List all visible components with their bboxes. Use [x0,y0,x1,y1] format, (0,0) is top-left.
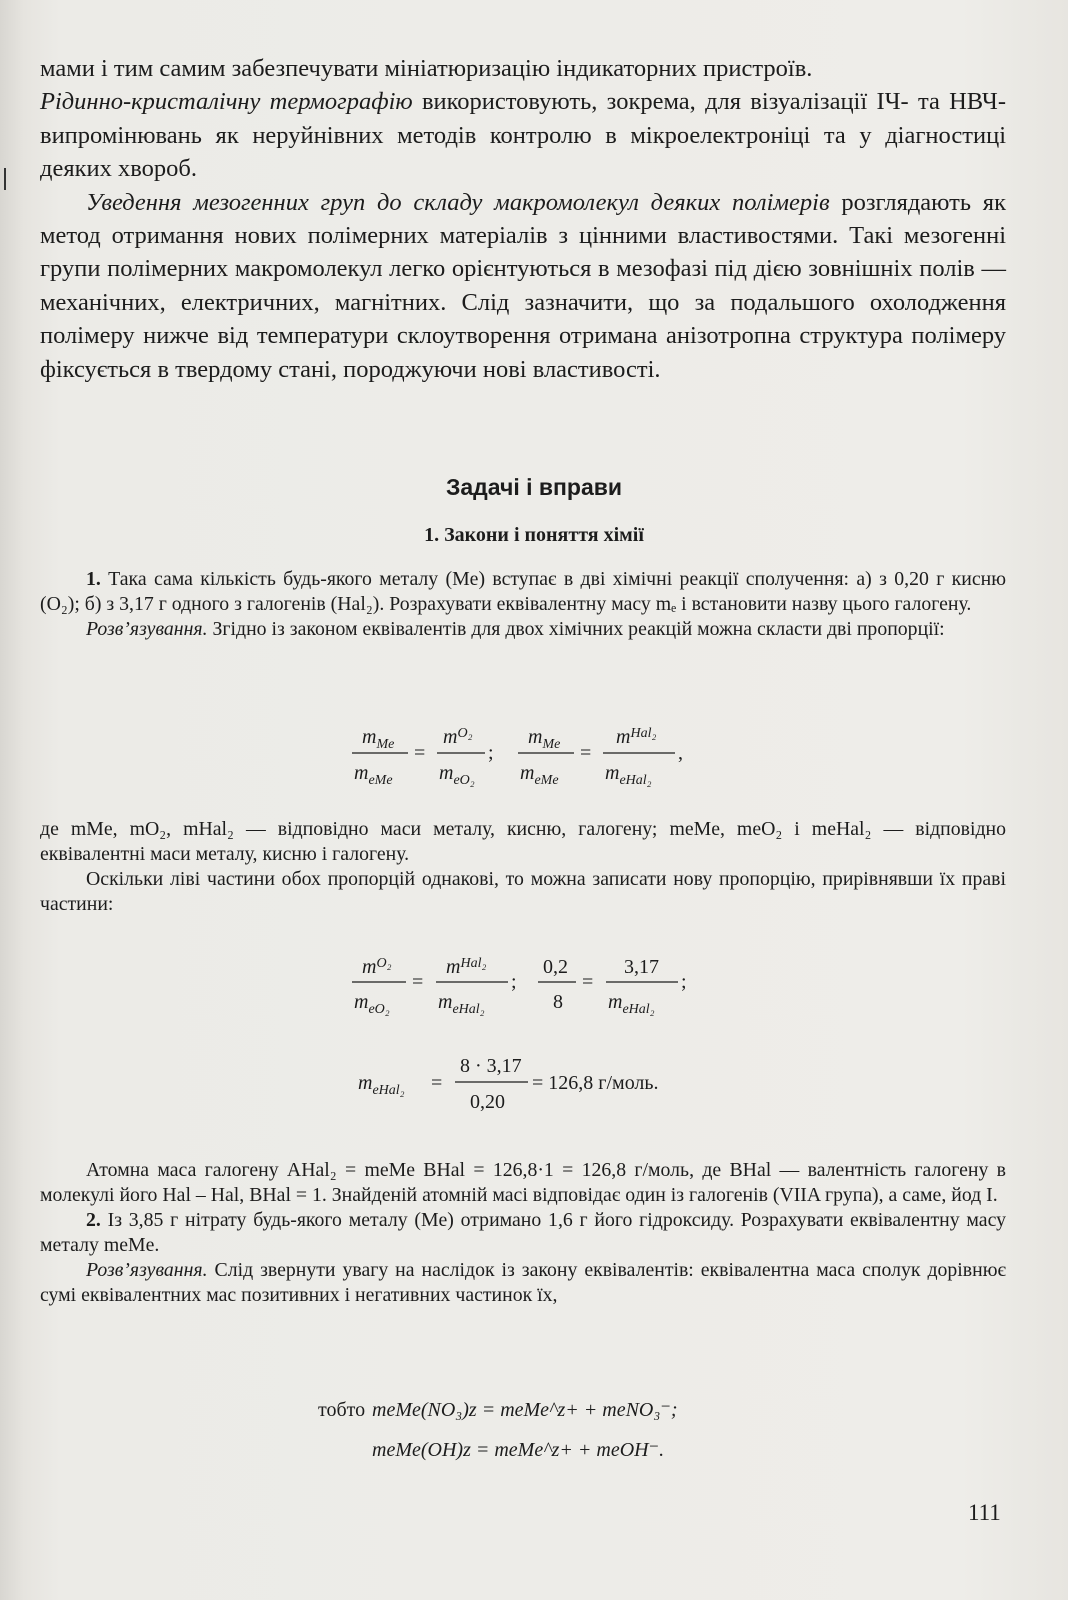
paragraph-line: мами і тим самим забезпечувати мініатюризацію індикаторних пристроїв. [40,55,813,82]
paragraph-body: використовують, зокрема, для візуалізації ІЧ- та НВЧ-випромінювань як неруйнівних методів контролю в мікроелектроніці та у діагностиці деяких хвороб. [40,88,1006,183]
paragraph-body: розглядають як метод отримання нових полімерних матеріалів з цінними властивостями. Такі мезогенні групи полімерних макромолекул легко орієнтуються в мезофазі під дією зовнішніх полів — механічних, електричних, магнітних. Слід зазначити, що за подальшого охолодження полімеру нижче від температури склоутворення отримана анізотропна структура полімеру фіксується в твердому стані, породжуючи нові властивості. [40,188,1006,383]
subsection-title: 1. Закони і поняття хімії [424,524,644,546]
svg-text:=: = [412,971,424,993]
formula-equivalents [0,1392,1068,1492]
italic-term: Уведення мезогенних груп до складу макромолекул деяких полімерів [86,188,830,216]
fraction-2 [437,726,485,788]
svg-text:mO₂: $m^{O_2}$ [443,726,473,748]
problem-text: Із 3,85 г нітрату будь-якого металу (Me) отримано 1,6 г його гідроксиду. Розрахувати еквівалентну масу металу meMe. [40,1209,1006,1256]
svg-text:;: ; [488,742,494,764]
svg-text:,: , [678,742,683,764]
svg-text:=: = [582,971,594,993]
solution-label: Розв’язування. [86,618,208,640]
svg-text:0,2: 0,2 [543,956,568,978]
svg-text:mHal₂: $m^{Hal_2}$ [616,726,657,748]
svg-text:meMe(OH)z = meMe^z+ + meOH⁻.: meMe(OH)z = meMe^z+ + meOH⁻. [372,1439,665,1461]
svg-text:meHal₂: $m_{eHal_2}$ [605,762,652,788]
fraction-4 [603,726,675,788]
explanation-1: де mMe, mO₂, mHal₂ — відповідно маси металу, кисню, галогену; meMe, meO₂ і meHal₂ — відповідно еквівалентні маси металу, кисню і галогену. [40,818,1006,865]
svg-text:;: ; [681,971,687,993]
svg-text:=: = [414,742,426,764]
solution-text: Слід звернути увагу на наслідок із закону еквівалентів: еквівалентна маса сполук дорівнює сумі еквівалентних мас позитивних і негативних частинок їх, [40,1259,1006,1306]
problem-2-statement [40,1208,1006,1258]
svg-text:meO₂: $m_{eO_2}$ [439,762,475,788]
svg-text:meHal₂: $m_{eHal_2}$ [608,991,655,1017]
explanation-3: Атомна маса галогену AHal₂ = meMe BHal = 126,8·1 = 126,8 г/моль, де BHal — валентність галогену в молекулі його Hal – Hal, BHal = 1. Знайденій атомній масі відповідає один із галогенів (VIIA група), а саме, йод I. [40,1159,1006,1206]
svg-text:meMe: $m_{eMe}$ [520,762,559,788]
svg-text:meMe: $m_{eMe}$ [354,762,393,788]
margin-mark [4,168,6,190]
svg-text:meHal₂: $m_{eHal_2}$ [358,1072,405,1098]
svg-text:=: = [431,1072,443,1094]
formula-proportions [0,716,1068,796]
svg-text:= 126,8 г/моль.: = 126,8 г/моль. [532,1072,659,1094]
problem-block [40,1158,1006,1308]
svg-text:тобто: тобто [318,1399,366,1421]
solution-label: Розв’язування. [86,1259,208,1281]
problem-1 [40,567,1006,642]
formula-result [0,1042,1068,1122]
problem-2-solution [40,1258,1006,1308]
fraction-1 [352,726,408,788]
svg-text:=: = [580,742,592,764]
svg-text:mO₂: $m^{O_2}$ [362,956,392,978]
problem-text: Така сама кількість будь-якого металу (Me) вступає в дві хімічні реакції сполучення: а) з 0,20 г кисню (O₂); б) з 3,17 г одного з галогенів (Hal₂). Розрахувати еквівалентну масу mₑ і встановити назву цього галогену. [40,568,1006,615]
svg-text:mMe: $m_{Me}$ [362,726,395,752]
svg-text:meMe(NO₃)z = meMe^z+ + meNO₃⁻;: meMe(NO₃)z = meMe^z+ + meNO₃⁻; [372,1399,678,1421]
paragraph-mesogenic [40,186,1006,386]
svg-text:mMe: $m_{Me}$ [528,726,561,752]
page-number: 111 [968,1500,1001,1525]
formula-new-proportion [0,946,1068,1026]
fraction-3 [518,726,574,788]
svg-text:mHal₂: $m^{Hal_2}$ [446,956,487,978]
svg-text:meHal₂: $m_{eHal_2}$ [438,991,485,1017]
explanation-block [40,817,1006,917]
top-text-block [40,52,1006,386]
svg-text:3,17: 3,17 [624,956,659,978]
explanation-2: Оскільки ліві частини обох пропорцій однакові, то можна записати нову пропорцію, прирівнявши їх праві частини: [40,868,1006,915]
svg-text:8: 8 [553,991,563,1013]
svg-text:;: ; [511,971,517,993]
problem-1-statement [40,567,1006,617]
svg-text:0,20: 0,20 [470,1091,505,1113]
solution-text: Згідно із законом еквівалентів для двох хімічних реакцій можна скласти дві пропорції: [207,618,945,640]
problem-1-solution [40,617,1006,642]
problem-number: 2. [86,1209,101,1231]
svg-text:meO₂: $m_{eO_2}$ [354,991,390,1017]
italic-term: Рідинно-кристалічну термографію [40,88,413,116]
paragraph-thermography [40,85,1006,185]
section-title: Задачі і вправи [445,474,623,500]
problem-number: 1. [86,568,101,590]
svg-text:8 · 3,17: 8 · 3,17 [460,1055,522,1077]
